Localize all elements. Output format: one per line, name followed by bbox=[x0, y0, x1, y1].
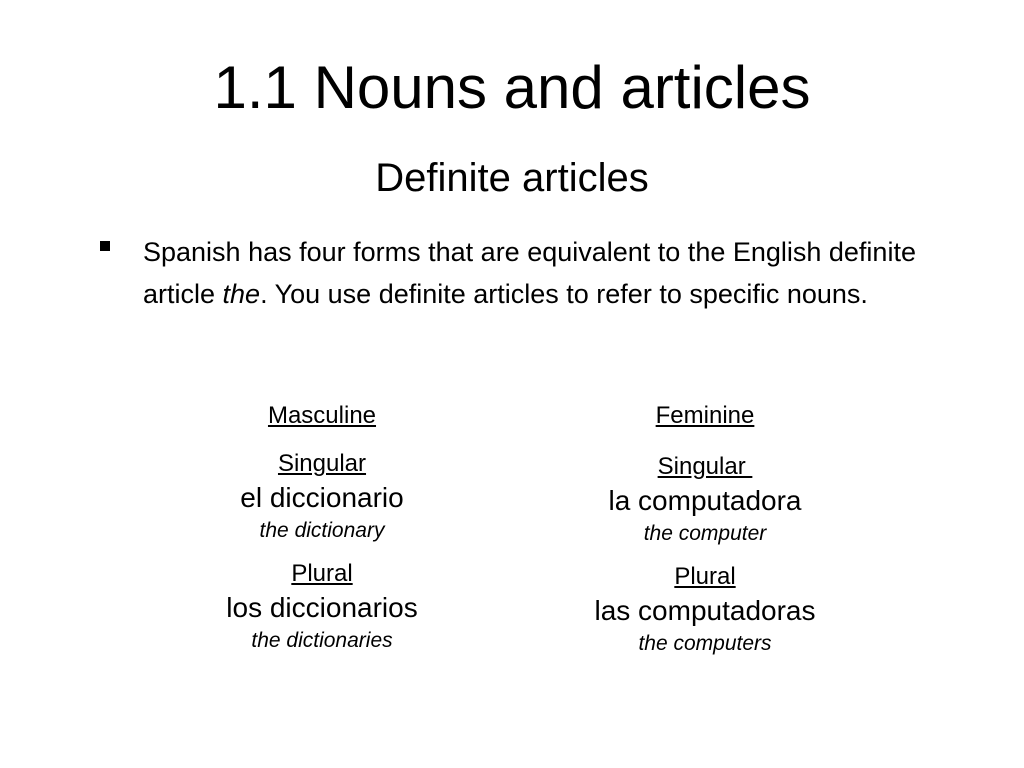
masculine-plural-label: Plural bbox=[291, 560, 353, 587]
feminine-column bbox=[555, 398, 855, 659]
slide-title: 1.1 Nouns and articles bbox=[213, 54, 811, 121]
feminine-plural-english: the computers bbox=[638, 632, 772, 655]
feminine-plural-spanish: las computadoras bbox=[594, 595, 816, 626]
feminine-plural-group bbox=[555, 561, 855, 659]
feminine-heading: Feminine bbox=[655, 402, 755, 429]
bullet-text-start: Spanish has four forms that are equivalent to the English definite article bbox=[143, 237, 916, 309]
masculine-singular-label: Singular bbox=[277, 450, 367, 477]
bullet-text bbox=[143, 231, 933, 315]
masculine-singular-english: the dictionary bbox=[259, 519, 385, 542]
masculine-singular-group bbox=[172, 448, 472, 546]
slide-subtitle: Definite articles bbox=[375, 156, 649, 200]
masculine-heading: Masculine bbox=[267, 402, 377, 429]
feminine-singular-group bbox=[555, 451, 855, 549]
masculine-column bbox=[172, 398, 472, 656]
bullet-text-emphasis: the bbox=[222, 279, 261, 309]
bullet-text-end: . You use definite articles to refer to specific nouns. bbox=[260, 279, 868, 309]
masculine-plural-group bbox=[172, 558, 472, 656]
masculine-plural-spanish: los diccionarios bbox=[226, 592, 418, 623]
masculine-singular-spanish: el diccionario bbox=[240, 482, 404, 513]
feminine-singular-spanish: la computadora bbox=[608, 485, 802, 516]
feminine-singular-english: the computer bbox=[643, 522, 767, 545]
square-bullet-icon bbox=[100, 241, 110, 251]
feminine-plural-label: Plural bbox=[674, 563, 736, 590]
feminine-singular-label: Singular bbox=[657, 453, 753, 480]
masculine-plural-english: the dictionaries bbox=[251, 629, 393, 652]
